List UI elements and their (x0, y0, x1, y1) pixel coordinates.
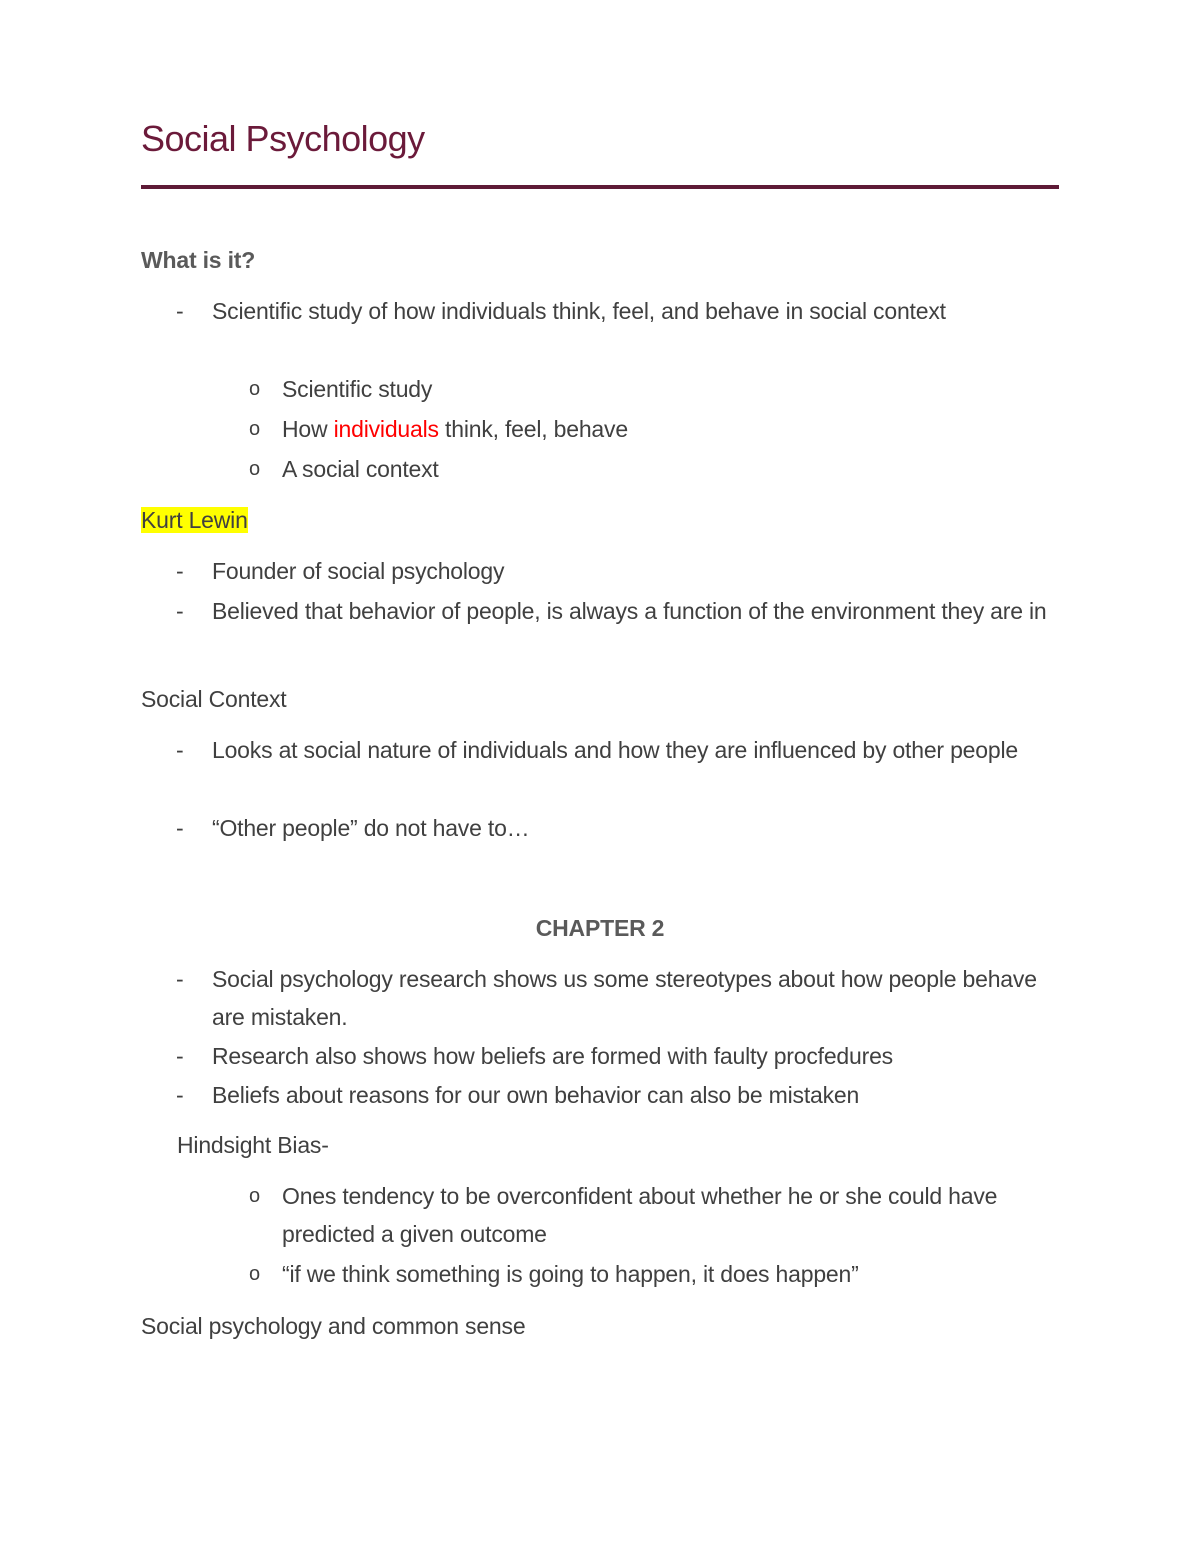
heading-social-context: Social Context (141, 686, 287, 712)
text-run: How (282, 416, 328, 442)
heading-hindsight-bias: Hindsight Bias- (177, 1132, 329, 1158)
sub-list-item-text: Ones tendency to be overconfident about whether he or she could have predicted a given outcome (282, 1183, 998, 1247)
dash-bullet-icon: - (176, 1082, 184, 1108)
list-item-text: Scientific study of how individuals think, feel, and behave in social context (212, 298, 946, 324)
list-item-text: Looks at social nature of individuals and how they are influenced by other people (212, 737, 1018, 763)
circle-bullet-icon: o (249, 418, 260, 440)
heading-what-is-it: What is it? (141, 247, 256, 273)
dash-bullet-icon: - (176, 1043, 184, 1069)
dash-bullet-icon: - (176, 966, 184, 992)
circle-bullet-icon: o (249, 1263, 260, 1285)
list-item-text: Research also shows how beliefs are formed with faulty procfedures (212, 1043, 893, 1069)
list-item-text: Beliefs about reasons for our own behavior can also be mistaken (212, 1082, 860, 1108)
circle-bullet-icon: o (249, 1185, 260, 1207)
heading-chapter-2: CHAPTER 2 (535, 915, 665, 941)
sub-list-item-text (282, 410, 1022, 448)
dash-bullet-icon: - (176, 737, 184, 763)
sub-list-item-text: “if we think something is going to happen, it does happen” (282, 1261, 859, 1287)
circle-bullet-icon: o (249, 378, 260, 400)
dash-bullet-icon: - (176, 815, 184, 841)
text-run: think, feel, behave (445, 416, 628, 442)
sub-list-item-text: A social context (282, 456, 439, 482)
title-divider (141, 185, 1059, 189)
list-item-text: Founder of social psychology (212, 558, 505, 584)
circle-bullet-icon: o (249, 458, 260, 480)
list-item-text: “Other people” do not have to… (212, 815, 530, 841)
heading-common-sense: Social psychology and common sense (141, 1313, 526, 1339)
highlighted-word: individuals (333, 416, 439, 442)
dash-bullet-icon: - (176, 598, 184, 624)
list-item-text: Social psychology research shows us some stereotypes about how people behave are mistaken. (212, 966, 1037, 1030)
dash-bullet-icon: - (176, 298, 184, 324)
dash-bullet-icon: - (176, 558, 184, 584)
document-title: Social Psychology (141, 118, 425, 159)
heading-kurt-lewin: Kurt Lewin (141, 507, 248, 533)
sub-list-item-text: Scientific study (282, 376, 433, 402)
list-item-text: Believed that behavior of people, is always a function of the environment they are in (212, 598, 1047, 624)
